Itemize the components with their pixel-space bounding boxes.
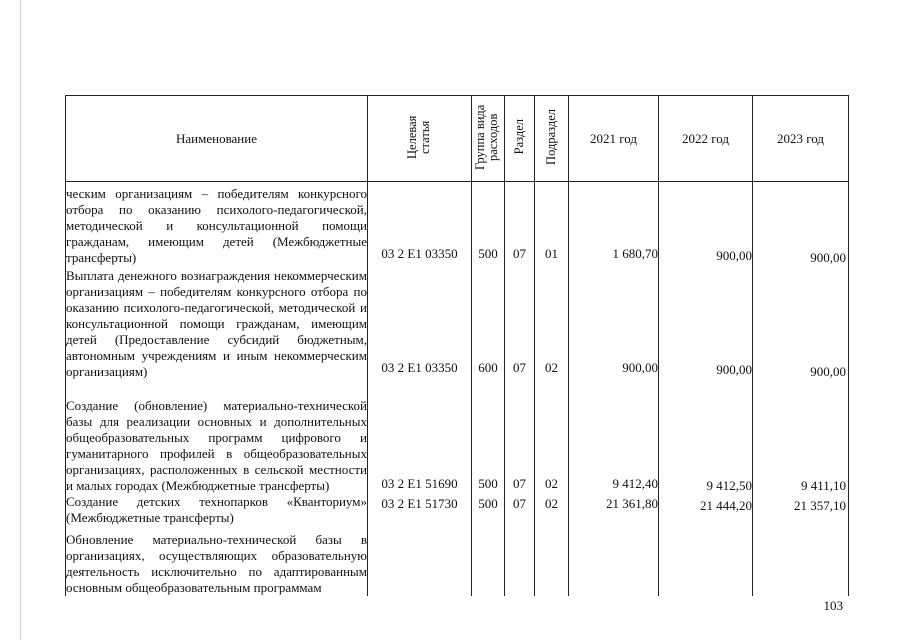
row-2023: 900,00 [753,266,849,380]
row-group [472,526,505,596]
header-expense-group: Группа вида расходов [472,96,505,182]
row-section: 07 [505,266,535,380]
row-subsection [535,526,569,596]
row-name: Выплата денежного вознаграждения некоммерческим организациям – победителям конкурсного отбора по оказанию психолого-педагогической, методической и консультационной помощи гражданам, имеющим детей (Предоставление субсидий бюджетным, автономным учреждениям и иным некоммерческим организациям) [66,267,367,379]
header-row [66,96,849,182]
row-group: 500 [472,182,505,266]
row-2021 [569,526,659,596]
table-row [66,380,849,494]
header-subsection: Подраздел [535,96,569,182]
row-group: 500 [472,380,505,494]
header-2023: 2023 год [753,96,849,182]
row-name: Создание детских технопарков «Кванториум» (Межбюджетные трансферты) [66,493,367,525]
row-2021: 9 412,40 [569,380,659,494]
table-row [66,266,849,380]
row-section: 07 [505,494,535,526]
row-name: Создание (обновление) материально-технической базы для реализации основных и дополнительных общеобразовательных программ цифрового и гуманитарного профилей в общеобразовательных организациях, расположенных в сельской местности и малых городах (Межбюджетные трансферты) [66,380,368,494]
row-2022: 9 412,50 [659,380,753,494]
header-2022: 2022 год [659,96,753,182]
row-2023 [753,526,849,596]
row-2021: 1 680,70 [569,182,659,266]
row-2023: 21 357,10 [753,494,849,526]
row-code: 03 2 E1 51730 [368,494,472,526]
row-group: 500 [472,494,505,526]
row-name: ческим организациям – победителям конкурсного отбора по оказанию психолого-педагогической, методической и консультационной помощи гражданам, имеющим детей (Межбюджетные трансферты) [66,182,368,266]
row-subsection: 02 [535,266,569,380]
row-2021: 900,00 [569,266,659,380]
row-2023: 900,00 [753,182,849,266]
row-section: 07 [505,182,535,266]
row-section: 07 [505,380,535,494]
row-code [368,526,472,596]
row-2022: 21 444,20 [659,494,753,526]
row-subsection: 02 [535,380,569,494]
row-2023: 9 411,10 [753,380,849,494]
row-group: 600 [472,266,505,380]
row-2021: 21 361,80 [569,494,659,526]
row-code: 03 2 E1 51690 [368,380,472,494]
header-2021: 2021 год [569,96,659,182]
header-name: Наименование [66,96,368,182]
row-section [505,526,535,596]
table-row [66,494,849,526]
row-code: 03 2 E1 03350 [368,266,472,380]
binding-margin-line [20,0,21,640]
row-2022: 900,00 [659,266,753,380]
row-code: 03 2 E1 03350 [368,182,472,266]
table-row [66,182,849,266]
header-target-article: Целевая статья [368,96,472,182]
budget-table [65,95,849,596]
row-2022: 900,00 [659,182,753,266]
row-subsection: 02 [535,494,569,526]
row-2022 [659,526,753,596]
header-section: Раздел [505,96,535,182]
page-number: 103 [823,598,843,613]
row-subsection: 01 [535,182,569,266]
table-row [66,526,849,596]
row-name: Обновление материально-технической базы в организациях, осуществляющих образовательную деятельность исключительно по адаптированным основным общеобразовательным программам [66,526,368,596]
